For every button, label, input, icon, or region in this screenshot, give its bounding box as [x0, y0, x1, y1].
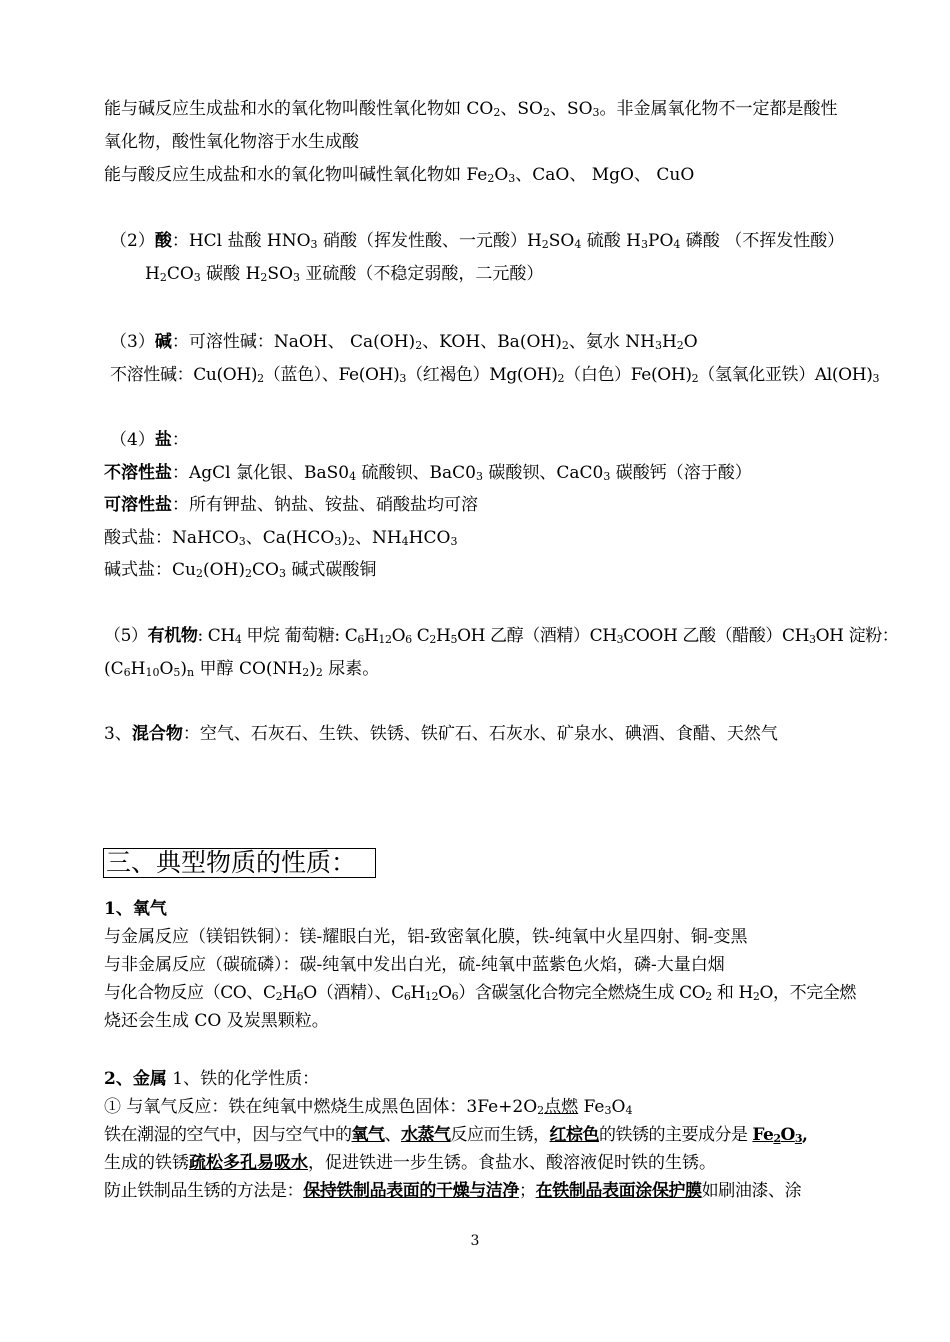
section-heading: 三、典型物质的性质： — [103, 848, 376, 878]
text-line-oxygen-compounds-cont: 烧还会生成 CO 及炭黑颗粒。 — [104, 1011, 329, 1031]
text-line-oxygen-nonmetals: 与非金属反应（碳硫磷）：碳-纯氧中发出白光，硫-纯氧中蓝紫色火焰，磷-大量白烟 — [104, 955, 725, 975]
text-line-acids: （2）酸：HCl 盐酸 $HNO_3$ 硝酸（挥发性酸、一元酸）$H_2SO_4$ 硫酸 $H_3PO_4$ 磷酸 （不挥发性酸） — [110, 231, 845, 251]
text-line-insoluble-salts: 不溶性盐：AgCl 氯化银、$BaS0_4$ 硫酸钡、$BaC0_3$ 碳酸钡、$CaC0_3$ 碳酸钙（溶于酸） — [104, 463, 752, 483]
text-line-oxygen-compounds: 与化合物反应（CO、$C_2H_6O$（酒精）、$C_6H_{12}O_6$）含碳氢化合物完全燃烧生成 $CO_2$ 和 $H_2O$，不完全燃 — [104, 983, 857, 1003]
text-line-metals-heading: 2、金属 1、铁的化学性质： — [104, 1069, 320, 1089]
text-line-acid-salts: 酸式盐：NaHCO$_3$、$Ca(HCO_3)_2$、$NH_4HCO_3$ — [104, 528, 458, 548]
text-line-oxygen-metals: 与金属反应（镁铝铁铜）：镁-耀眼白光，铝-致密氧化膜，铁-纯氧中火星四射、铜-变黑 — [104, 927, 748, 947]
text-line-iron-rust: 铁在潮湿的空气中，因与空气中的氧气、水蒸气反应而生锈，红棕色的铁锈的主要成分是 $Fe_2O_3$, — [104, 1125, 808, 1145]
text-line-organics-cont: $(C_6H_{10}O_5)_n$ 甲醇 $CO(NH_2)_2$ 尿素。 — [104, 659, 380, 679]
page-number: 3 — [470, 1233, 480, 1249]
text-line-soluble-bases: （3）碱：可溶性碱：NaOH、 $Ca(OH)_2$、KOH、$Ba(OH)_2$、氨水 $NH_3H_2O$ — [110, 332, 698, 352]
text-line-acids-cont: $H_2CO_3$ 碳酸 $H_2SO_3$ 亚硫酸（不稳定弱酸，二元酸） — [145, 264, 544, 284]
text-line-iron-oxygen: ① 与氧气反应：铁在纯氧中燃烧生成黑色固体：$3Fe+2O_2$点燃 $Fe_3O_4$ — [104, 1097, 633, 1117]
text-line-acidic-oxide: 能与碱反应生成盐和水的氧化物叫酸性氧化物如 $CO_2$、$SO_2$、$SO_3$。非金属氧化物不一定都是酸性 — [104, 99, 838, 119]
text-line-soluble-salts: 可溶性盐：所有钾盐、钠盐、铵盐、硝酸盐均可溶 — [104, 495, 478, 515]
text-line-basic-oxide: 能与酸反应生成盐和水的氧化物叫碱性氧化物如 $Fe_2O_3$、CaO、 MgO、 CuO — [104, 165, 695, 185]
text-line-mixtures: 3、混合物：空气、石灰石、生铁、铁锈、铁矿石、石灰水、矿泉水、碘酒、食醋、天然气 — [104, 724, 778, 744]
text-line-iron-rust-cont: 生成的铁锈疏松多孔易吸水，促进铁进一步生锈。食盐水、酸溶液促时铁的生锈。 — [104, 1153, 716, 1173]
text-line-oxygen-heading: 1、氧气 — [104, 899, 167, 919]
text-line-rust-prevention: 防止铁制品生锈的方法是：保持铁制品表面的干燥与洁净；在铁制品表面涂保护膜如刷油漆、涂 — [104, 1181, 802, 1201]
text-line-insoluble-bases: 不溶性碱：$Cu(OH)_2$（蓝色）、$Fe(OH)_3$（红褐色）$Mg(OH)_2$（白色）$Fe(OH)_2$（氢氧化亚铁）$Al(OH)_3$ — [110, 365, 880, 385]
text-line-salts-heading: （4）盐： — [110, 430, 189, 450]
text-line-basic-salts: 碱式盐：$Cu_2(OH)_2CO_3$ 碱式碳酸铜 — [104, 560, 377, 580]
text-line-organics: （5）有机物: $CH_4$ 甲烷 葡萄糖: $C_6H_{12}O_6$ $C_2H_5OH$ 乙醇（酒精）$CH_3COOH$ 乙酸（醋酸）$CH_3OH$ 淀粉： — [104, 626, 899, 646]
text-line-acidic-oxide-cont: 氧化物，酸性氧化物溶于水生成酸 — [104, 132, 359, 152]
